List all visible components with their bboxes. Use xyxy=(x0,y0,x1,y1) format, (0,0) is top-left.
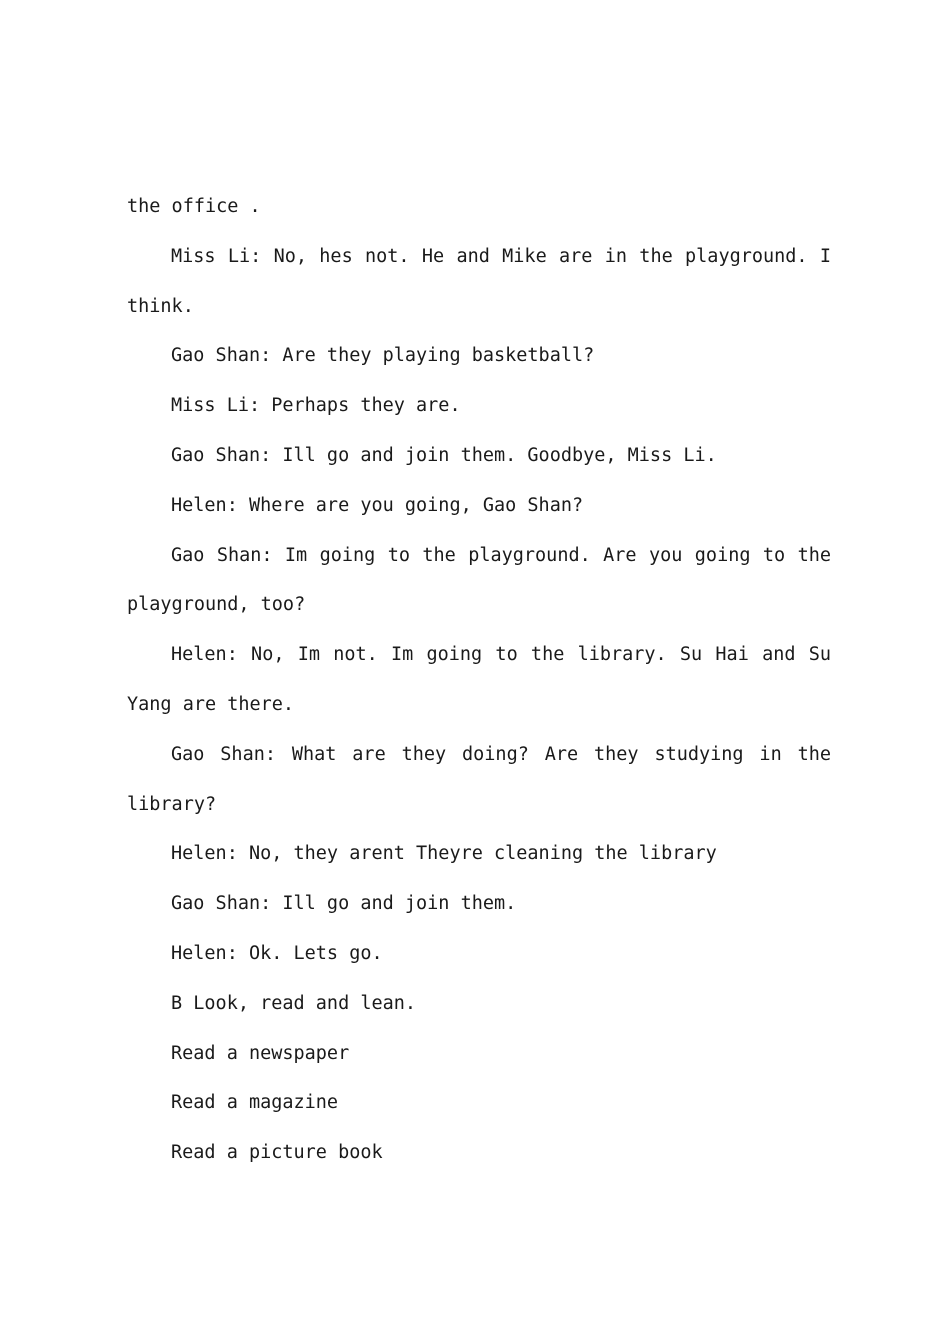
dialogue-line-miss-li: Miss Li: Perhaps they are. xyxy=(171,395,461,417)
section-heading: B Look, read and lean. xyxy=(171,992,417,1014)
dialogue-line-gao-shan: Gao Shan: What are they doing? Are they studying in the library? xyxy=(127,743,831,815)
dialogue-line-gao-shan: Gao Shan: Ill go and join them. xyxy=(171,893,517,915)
list-item: Read a magazine xyxy=(171,1092,339,1114)
dialogue-line-gao-shan: Gao Shan: Ill go and join them. Goodbye, Miss Li. xyxy=(171,444,717,466)
dialogue-line-helen: Helen: Where are you going, Gao Shan? xyxy=(171,494,584,516)
document-body xyxy=(127,182,831,1178)
list-item: Read a picture book xyxy=(171,1142,383,1164)
dialogue-line-helen: Helen: No, they arent Theyre cleaning the library xyxy=(171,843,717,865)
dialogue-line-helen: Helen: No, Im not. Im going to the library. Su Hai and Su Yang are there. xyxy=(127,644,831,715)
dialogue-line-miss-li: Miss Li: No, hes not. He and Mike are in the playground. I think. xyxy=(127,245,831,317)
dialogue-line-gao-shan: Gao Shan: Im going to the playground. Are you going to the playground, too? xyxy=(127,544,831,616)
dialogue-line-helen: Helen: Ok. Lets go. xyxy=(171,942,383,964)
dialogue-line-gao-shan: Gao Shan: Are they playing basketball? xyxy=(171,345,595,367)
list-item: Read a newspaper xyxy=(171,1042,350,1064)
paragraph-continuation: the office . xyxy=(127,196,261,217)
